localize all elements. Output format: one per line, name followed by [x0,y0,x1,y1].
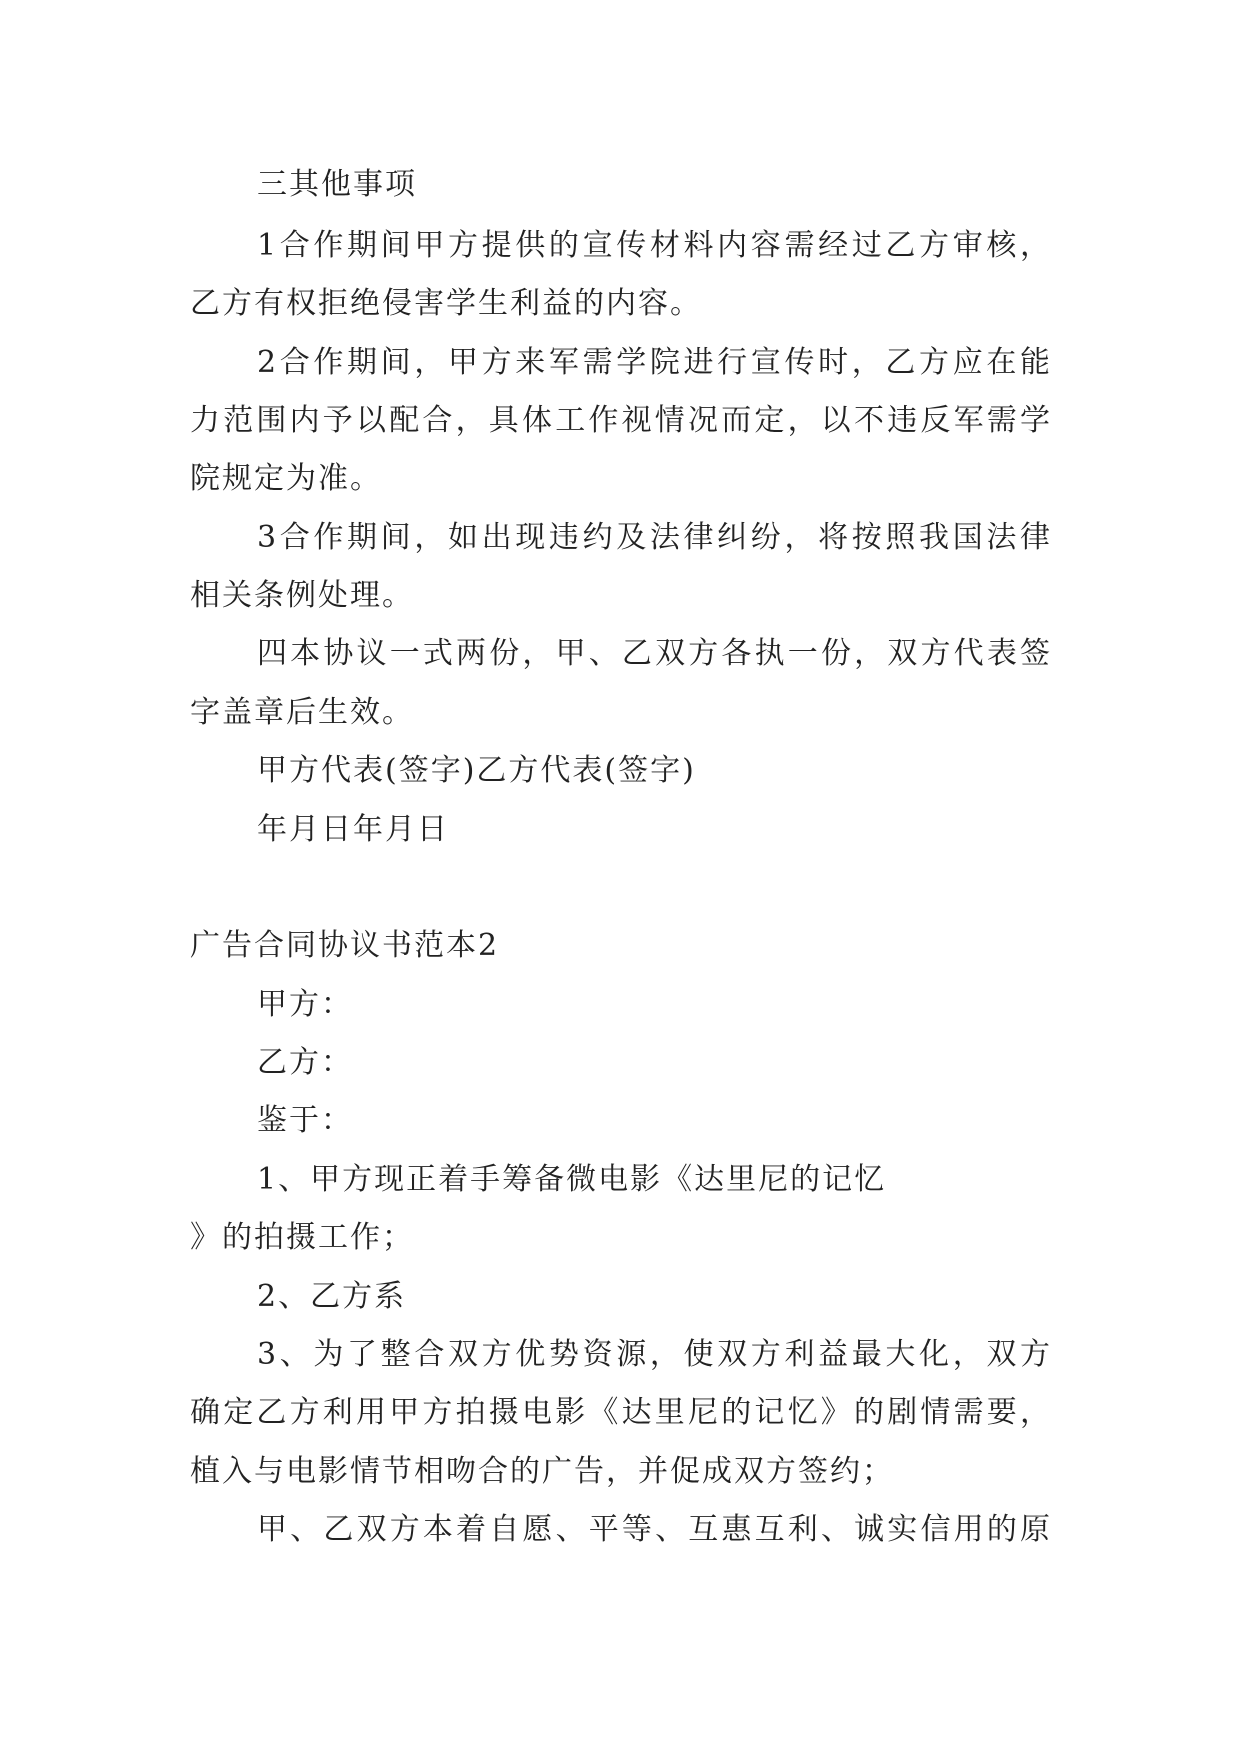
recital-paragraph-line: 植入与电影情节相吻合的广告，并促成双方签约； [190,1454,894,1489]
party-b-label: 乙方： [257,1045,353,1080]
recital-paragraph-line: 2、乙方系 [257,1279,407,1314]
recital-paragraph-line: 1、甲方现正着手筹备微电影《达里尼的记忆 [257,1162,887,1197]
recital-paragraph-line: 确定乙方利用甲方拍摄电影《达里尼的记忆》的剧情需要， [190,1395,1052,1430]
clause-paragraph-line: 乙方有权拒绝侵害学生利益的内容。 [190,286,702,321]
party-a-label: 甲方： [257,987,353,1022]
recital-paragraph-line: 》的拍摄工作； [190,1220,414,1255]
clause-paragraph-line: 力范围内予以配合，具体工作视情况而定，以不违反军需学 [190,403,1052,438]
clause-paragraph-line: 1合作期间甲方提供的宣传材料内容需经过乙方审核， [257,228,1052,263]
clause-paragraph-line: 院规定为准。 [190,461,382,496]
clause-paragraph-line: 相关条例处理。 [190,578,414,613]
section-heading-other-matters: 三其他事项 [257,167,417,202]
signature-line: 甲方代表(签字)乙方代表(签字) [257,753,696,788]
clause-paragraph-line: 3合作期间，如出现违约及法律纠纷，将按照我国法律 [257,520,1052,555]
date-line: 年月日年月日 [257,812,449,847]
whereas-label: 鉴于： [257,1103,353,1138]
document-title: 广告合同协议书范本2 [190,928,500,963]
clause-paragraph-line: 2合作期间，甲方来军需学院进行宣传时，乙方应在能 [257,345,1052,380]
clause-paragraph-line: 四本协议一式两份，甲、乙双方各执一份，双方代表签 [257,636,1052,671]
principle-paragraph-line: 甲、乙双方本着自愿、平等、互惠互利、诚实信用的原 [257,1512,1052,1547]
recital-paragraph-line: 3、为了整合双方优势资源，使双方利益最大化，双方 [257,1337,1052,1372]
clause-paragraph-line: 字盖章后生效。 [190,695,414,730]
